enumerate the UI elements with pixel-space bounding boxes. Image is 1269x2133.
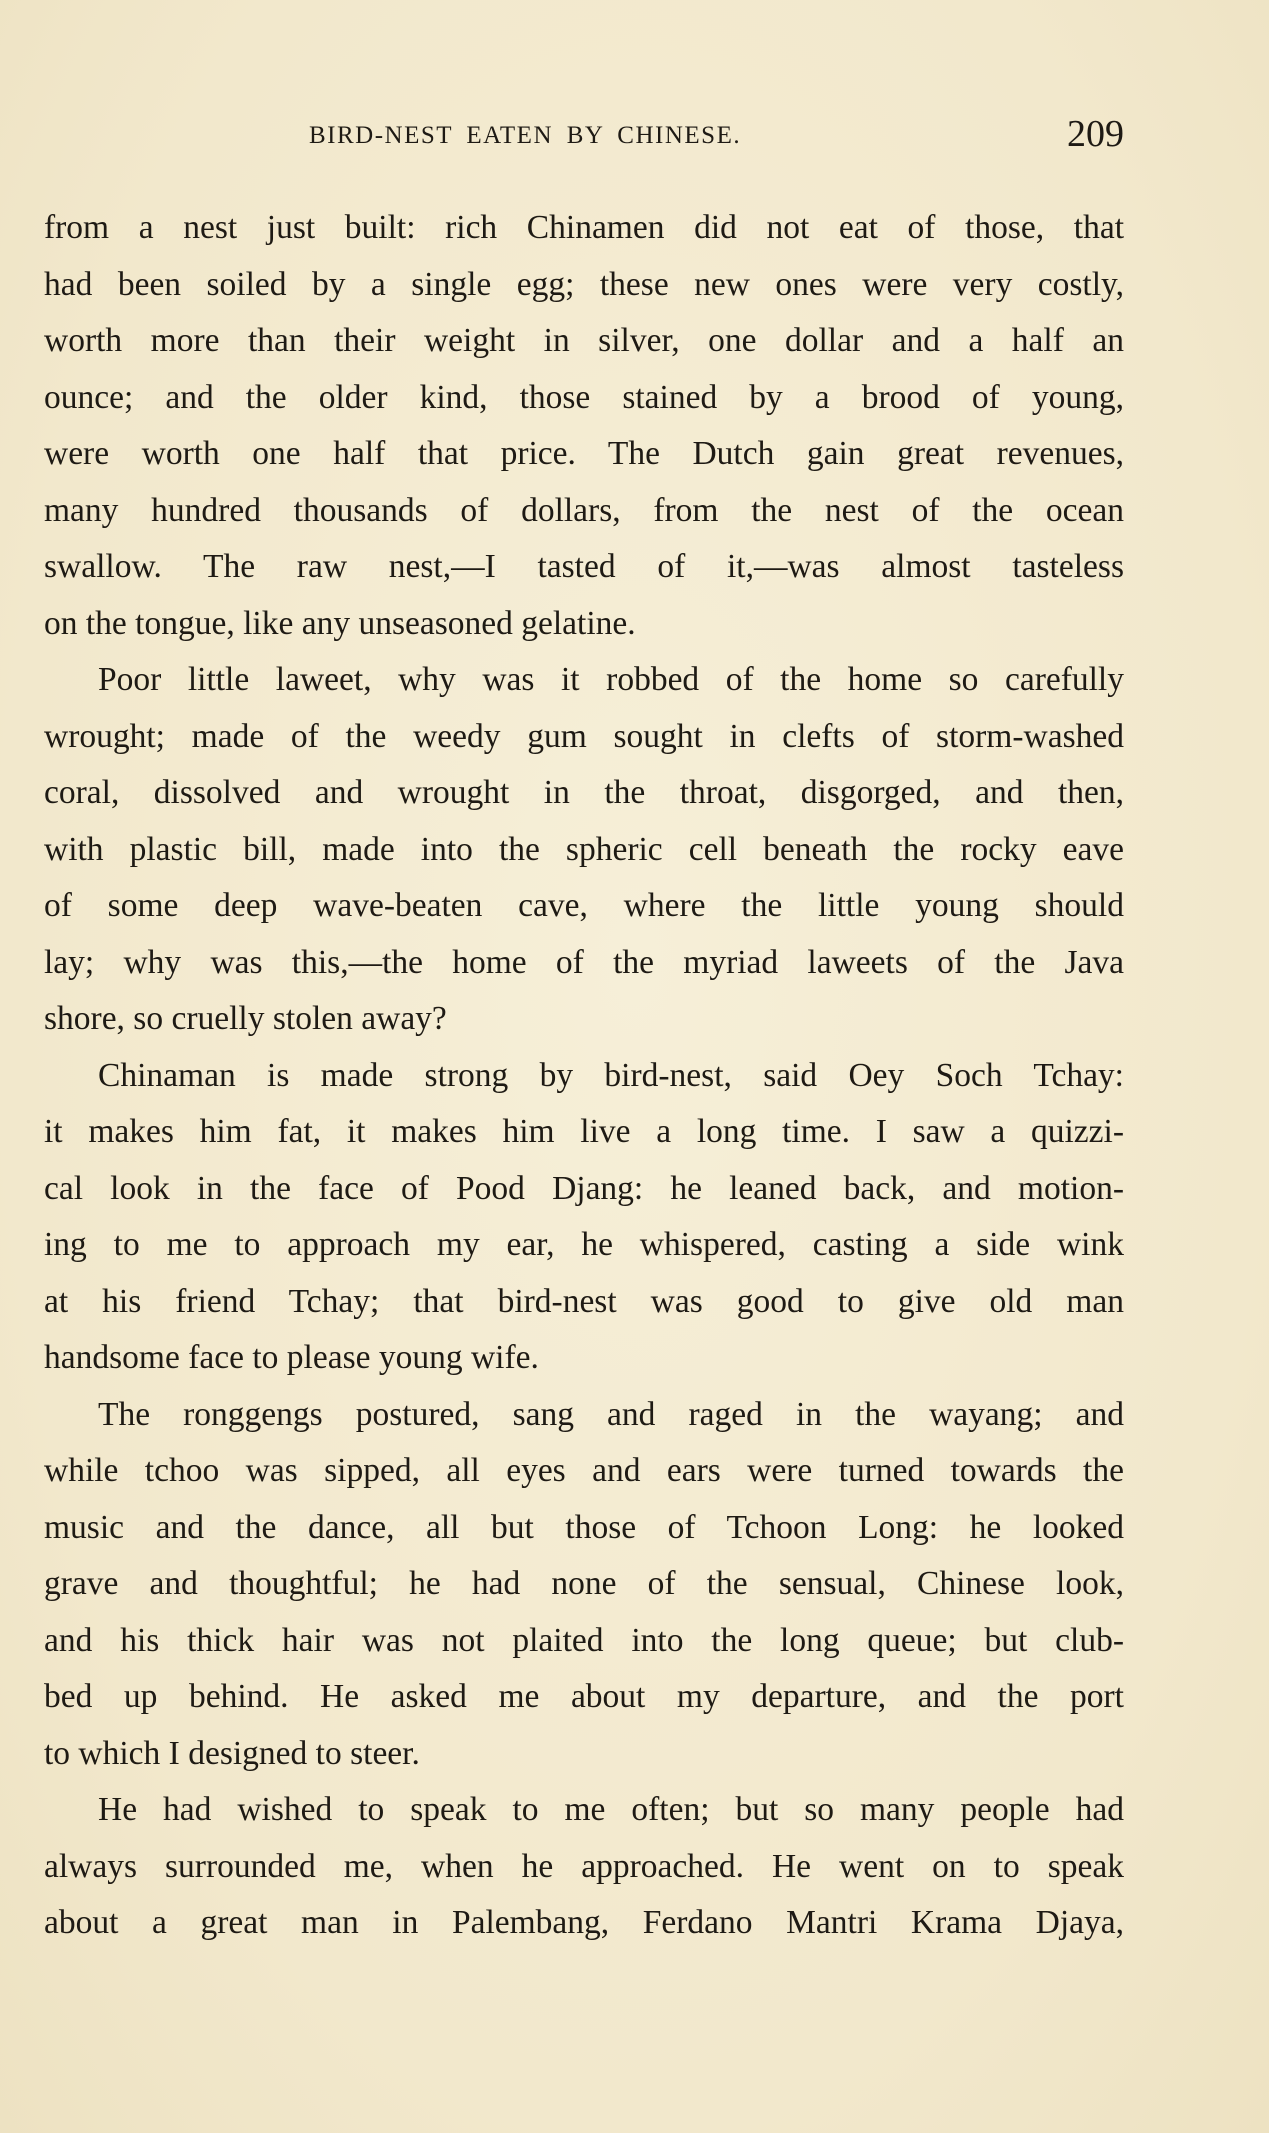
text-line: grave and thoughtful; he had none of the sensual, Chinese look,: [44, 1565, 1124, 1602]
text-line: ounce; and the older kind, those stained by a brood of young,: [44, 378, 1124, 416]
text-line: lay; why was this,—the home of the myriad laweets of the Java: [44, 943, 1124, 981]
text-line: while tchoo was sipped, all eyes and ears were turned towards the: [44, 1452, 1124, 1489]
text-line: always surrounded me, when he approached. He went on to speak: [44, 1847, 1124, 1885]
text-line: ing to me to approach my ear, he whispered, casting a side wink: [44, 1226, 1124, 1263]
text-line: bed up behind. He asked me about my departure, and the port: [44, 1678, 1124, 1715]
running-title: BIRD-NEST EATEN BY CHINESE.: [309, 122, 742, 149]
text-line: shore, so cruelly stolen away?: [44, 1000, 447, 1037]
text-line: worth more than their weight in silver, one dollar and a half an: [44, 322, 1124, 359]
text-line: to which I designed to steer.: [44, 1734, 420, 1772]
text-line: swallow. The raw nest,—I tasted of it,—was almost tasteless: [44, 548, 1124, 585]
text-line: and his thick hair was not plaited into the long queue; but club-: [44, 1621, 1124, 1659]
text-line: of some deep wave-beaten cave, where the little young should: [44, 887, 1124, 924]
text-line: it makes him fat, it makes him live a long time. I saw a quizzi-: [44, 1113, 1124, 1150]
text-line: handsome face to please young wife.: [44, 1339, 539, 1376]
page-number: 209: [1067, 113, 1124, 155]
text-line: music and the dance, all but those of Tchoon Long: he looked: [44, 1508, 1124, 1546]
text-line: many hundred thousands of dollars, from the nest of the ocean: [44, 491, 1124, 529]
text-line: about a great man in Palembang, Ferdano Mantri Krama Djaya,: [44, 1904, 1124, 1941]
text-line: Chinaman is made strong by bird-nest, said Oey Soch Tchay:: [98, 1056, 1124, 1094]
text-line: from a nest just built: rich Chinamen did not eat of those, that: [44, 209, 1124, 246]
text-line: at his friend Tchay; that bird-nest was good to give old man: [44, 1282, 1124, 1320]
text-line: cal look in the face of Pood Djang: he leaned back, and motion-: [44, 1169, 1124, 1207]
text-line: coral, dissolved and wrought in the throat, disgorged, and then,: [44, 774, 1124, 811]
text-line: with plastic bill, made into the spheric cell beneath the rocky eave: [44, 830, 1124, 868]
text-line: wrought; made of the weedy gum sought in clefts of storm-washed: [44, 717, 1124, 755]
text-line: Poor little laweet, why was it robbed of the home so carefully: [98, 661, 1124, 698]
text-line: He had wished to speak to me often; but so many people had: [98, 1791, 1124, 1828]
running-head: [44, 113, 1124, 158]
text-line: on the tongue, like any unseasoned gelatine.: [44, 604, 636, 642]
body-text: [44, 200, 1124, 1952]
text-line: were worth one half that price. The Dutch gain great revenues,: [44, 435, 1124, 472]
text-line: The ronggengs postured, sang and raged in the wayang; and: [98, 1395, 1124, 1433]
text-line: had been soiled by a single egg; these new ones were very costly,: [44, 265, 1124, 303]
